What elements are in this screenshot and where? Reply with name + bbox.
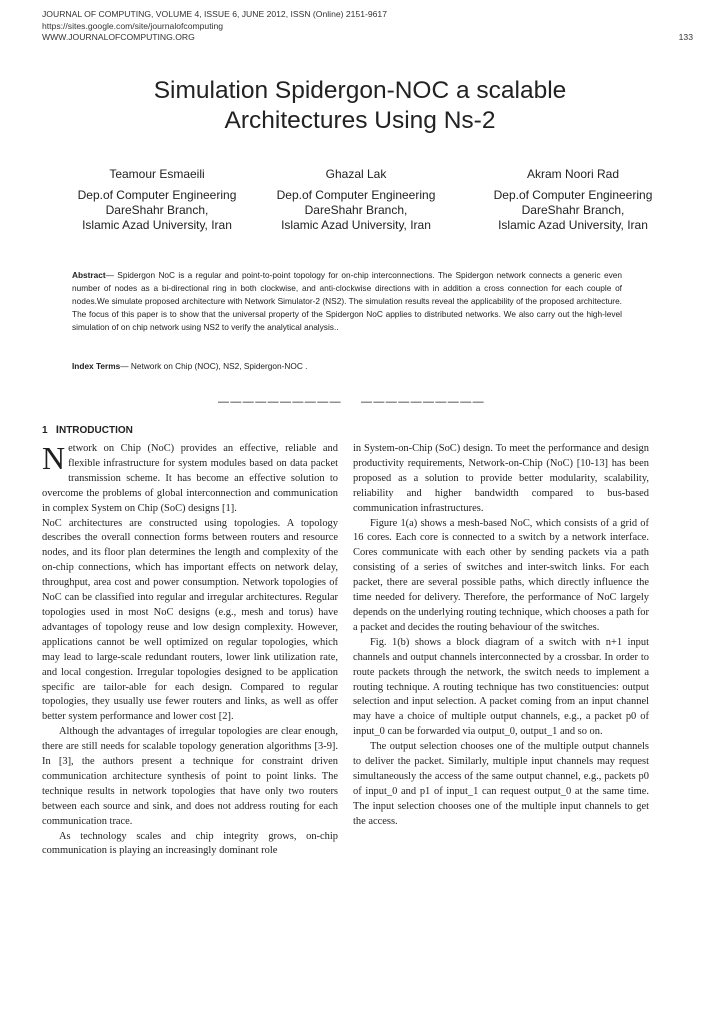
page-number: 133 bbox=[678, 32, 693, 42]
abstract bbox=[72, 269, 622, 334]
abstract-text: — Spidergon NoC is a regular and point-to-point topology for on-chip interconnections. The Spidergon network connects a generic even number of nodes as a bi-directional ring in both clockwise, and anti-clockwise directions with in addition a cross connection for each couple of nodes.We simulate proposed architecture with Network Simulator-2 (NS2). The simulation results reveal the applicability of the proposed architecture. The focus of this paper is to show that the universal property of the Spidergon NoC applies to distributed networks. We also carry out the high-level simulation of on chip network using NS2 to verify the analytical analysis.. bbox=[72, 270, 622, 333]
journal-line: JOURNAL OF COMPUTING, VOLUME 4, ISSUE 6, JUNE 2012, ISSN (Online) 2151-9617 bbox=[42, 9, 387, 19]
paragraph: The output selection chooses one of the multiple output channels to deliver the packet. Similarly, multiple input channels may request simultaneously the access of the same output channel, e.g., packets p0 of input_0 and p1 of input_1 can request output_0 at the same time. The input selection chooses one of the multiple input channels to get the access. bbox=[353, 741, 649, 827]
journal-site[interactable]: WWW.JOURNALOFCOMPUTING.ORG bbox=[42, 32, 195, 42]
separator-left: —————————— bbox=[218, 396, 342, 408]
author-name: Teamour Esmaeili bbox=[109, 167, 205, 181]
paragraph: Fig. 1(b) shows a block diagram of a switch with n+1 input channels and output channels interconnected by a crossbar. In order to route packets through the network, the switch needs to implement a routing technique. A routing technique has two constituencies: output selection and input selection. A packet coming from an input channel may have a choice of multiple output channels, e.g., a packet p0 of input_0 can be forwarded via output_0, output_1 and so on. bbox=[353, 636, 649, 738]
journal-url[interactable]: https://sites.google.com/site/journalofcomputing bbox=[42, 20, 224, 31]
index-terms-label: Index Terms bbox=[72, 361, 121, 371]
author-univ: Islamic Azad University, Iran bbox=[82, 218, 232, 232]
author-dept: Dep.of Computer Engineering bbox=[77, 188, 237, 202]
section-heading bbox=[42, 424, 133, 436]
paragraph: Figure 1(a) shows a mesh-based NoC, which consists of a grid of 16 cores. Each core is connected to a switch by a network interface. Cores communicate with each other by sending packets via a path consisting of a series of switches and inter-switch links. For each packet, there are several possible paths, which directly influence the time needed for delivery. Therefore, the performance of NoC largely depends on the underlying routing technique, which chooses a path for a packet and decides the routing behaviour of the switches. bbox=[353, 517, 649, 633]
paper-title bbox=[40, 76, 680, 136]
separator-right: —————————— bbox=[361, 396, 485, 408]
author-univ: Islamic Azad University, Iran bbox=[281, 218, 431, 232]
author-2 bbox=[246, 167, 466, 233]
abstract-label: Abstract bbox=[72, 270, 106, 280]
author-branch: DareShahr Branch, bbox=[304, 203, 408, 217]
index-terms bbox=[72, 361, 307, 371]
index-terms-text: — Network on Chip (NOC), NS2, Spidergon-NOC . bbox=[120, 361, 308, 371]
paragraph: NoC architectures are constructed using topologies. A topology describes the overall connection forms between routers and resource nodes, and its floor plan determines the length and complexity of the on-chip connections, which has important effects on network delay, throughput, area cost and power consumption. Network topologies of NoC can be classified into regular and irregular architectures. Regular topologies used in most NoC designs (e.g., mesh and torus) have advantages of topology reuse and low design complexity. However, applications cannot be well optimized on regular topologies, which may lead to large-scale redundant routers, lower link utilization rate, and local congestion. Irregular topologies designed to be application specific are tailor-able for each design. Compared to regular topologies, they usually use fewer routers and links, as well as offer better system performance and lower cost [2]. bbox=[42, 517, 338, 723]
section-number: 1 bbox=[42, 425, 48, 436]
section-title-rest: NTRODUCTION bbox=[58, 425, 133, 436]
paragraph: Although the advantages of irregular topologies are clear enough, there are still needs for scalable topology generation algorithms [3-9]. In [3], the authors present a technique for constraint driven communication architecture synthesis of point to point links. The technique results in network topologies that have only two routers between each source and sink, and does not address routing for each communication trace. bbox=[42, 726, 338, 827]
title-line-1: Simulation Spidergon-NOC a scalable bbox=[153, 77, 567, 104]
running-header bbox=[42, 9, 682, 44]
paragraph: As technology scales and chip integrity grows, on-chip communication is playing an increasingly dominant role bbox=[42, 830, 338, 857]
author-name: Ghazal Lak bbox=[325, 167, 387, 181]
author-branch: DareShahr Branch, bbox=[105, 203, 209, 217]
author-dept: Dep.of Computer Engineering bbox=[276, 188, 436, 202]
dropcap: N bbox=[42, 440, 66, 476]
author-dept: Dep.of Computer Engineering bbox=[493, 188, 653, 202]
left-column bbox=[42, 442, 338, 859]
author-name: Akram Noori Rad bbox=[526, 167, 620, 181]
author-3 bbox=[463, 167, 683, 233]
author-branch: DareShahr Branch, bbox=[521, 203, 625, 217]
section-title-initial: I bbox=[55, 424, 59, 436]
author-1 bbox=[47, 167, 267, 233]
author-univ: Islamic Azad University, Iran bbox=[498, 218, 648, 232]
paragraph bbox=[42, 442, 338, 517]
paragraph-text: etwork on Chip (NoC) provides an effective, reliable and flexible infrastructure for system modules based on data packet transmission scheme. It has become an effective solution to overcome the problems of global interconnection and communication in complex System on Chip (SoC) designs [1]. bbox=[42, 443, 338, 514]
title-line-2: Architectures Using Ns-2 bbox=[224, 107, 496, 134]
paragraph: in System-on-Chip (SoC) design. To meet the performance and design productivity requirements, Network-on-Chip (NoC) [10-13] has been proposed as a solution to provide better modularity, scalability, reliability and higher bandwidth compared to bus-based communication infrastructures. bbox=[353, 443, 649, 514]
right-column bbox=[353, 442, 649, 830]
